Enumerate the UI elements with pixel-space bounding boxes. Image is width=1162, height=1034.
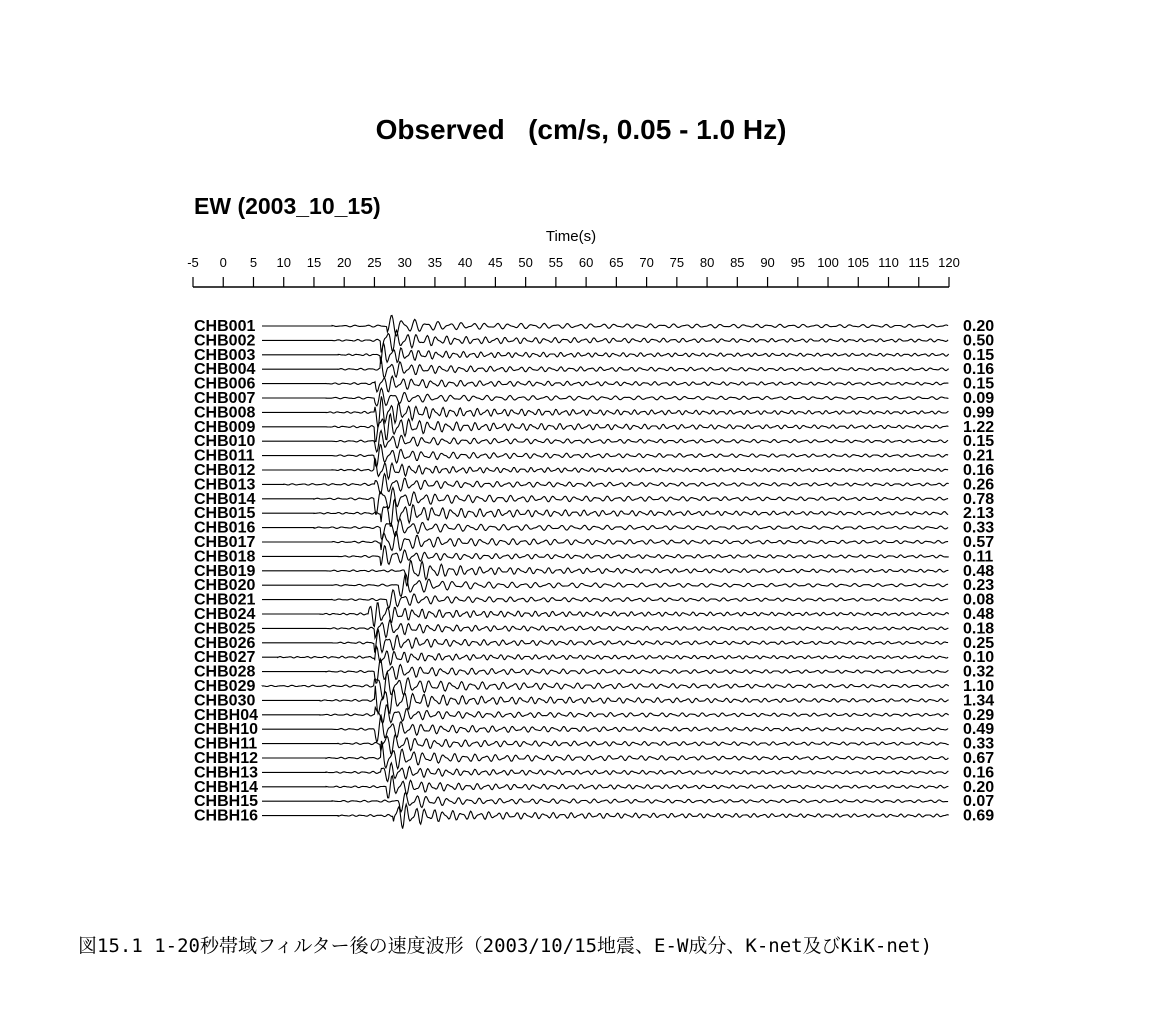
peak-amplitude-label: 0.25	[963, 634, 995, 652]
x-tick-label: 110	[878, 255, 899, 270]
station-label: CHB024	[194, 606, 256, 623]
x-tick-label: 120	[938, 255, 960, 270]
waveform-chbh16	[262, 804, 949, 828]
peak-amplitude-label: 0.16	[963, 361, 995, 379]
station-label: CHB002	[194, 332, 256, 350]
x-tick-label: 100	[817, 255, 839, 270]
station-label: CHB016	[194, 519, 256, 537]
station-label: CHB009	[194, 418, 256, 436]
peak-amplitude-label: 0.33	[963, 735, 995, 753]
x-tick-label: 80	[699, 255, 715, 270]
waveform-chb007	[262, 388, 948, 406]
x-tick-label: -5	[187, 255, 199, 270]
peak-amplitude-label: 0.50	[963, 332, 995, 350]
peak-amplitude-label: 0.69	[963, 807, 995, 825]
peak-amplitude-label: 0.08	[963, 591, 995, 609]
peak-amplitude-label: 0.26	[963, 476, 995, 494]
chart-subtitle: EW (2003_10_15)	[194, 193, 381, 219]
x-tick-label: 75	[669, 255, 685, 270]
peak-amplitude-label: 0.67	[963, 750, 995, 767]
station-label: CHB028	[194, 663, 256, 681]
x-tick-label: 105	[847, 255, 870, 270]
station-label: CHB014	[194, 490, 256, 508]
station-label: CHBH04	[194, 706, 259, 724]
peak-amplitude-label: 1.34	[963, 692, 995, 710]
x-tick-label: 85	[730, 255, 745, 270]
peak-amplitude-label: 0.07	[963, 793, 995, 811]
peak-amplitude-label: 0.18	[963, 620, 995, 638]
x-tick-label: 55	[548, 255, 564, 270]
x-tick-label: 15	[306, 255, 322, 270]
waveform-chb010	[262, 431, 948, 452]
waveform-chbh04	[262, 705, 949, 723]
x-tick-label: 90	[760, 255, 775, 270]
waveform-chb004	[262, 357, 949, 378]
peak-amplitude-label: 0.20	[963, 318, 995, 335]
waveform-traces	[194, 315, 994, 828]
station-label: CHB006	[194, 375, 256, 393]
time-axis	[187, 255, 960, 287]
station-label: CHBH14	[194, 778, 259, 796]
peak-amplitude-label: 0.99	[963, 404, 995, 422]
x-tick-label: 10	[276, 255, 291, 270]
station-label: CHB030	[194, 692, 256, 710]
station-label: CHBH16	[194, 807, 259, 825]
station-label: CHB008	[194, 404, 256, 422]
station-label: CHB004	[194, 361, 256, 379]
peak-amplitude-label: 0.48	[963, 606, 995, 623]
chart-title: Observed (cm/s, 0.05 - 1.0 Hz)	[375, 114, 787, 145]
x-tick-label: 95	[790, 255, 806, 270]
x-tick-label: 40	[457, 255, 473, 270]
station-label: CHB017	[194, 534, 256, 551]
station-label: CHB003	[194, 346, 256, 364]
waveform-chb030	[262, 686, 949, 714]
waveform-chb017	[262, 532, 948, 551]
station-label: CHB027	[194, 649, 256, 667]
x-tick-label: 35	[427, 255, 443, 270]
x-tick-label: 50	[518, 255, 533, 270]
figure-caption: 図15.1 1-20秒帯域フィルター後の速度波形（2003/10/15地震、E-W成分、K-net及びKiK-net)	[78, 935, 933, 957]
waveform-chb025	[262, 620, 948, 638]
station-label: CHB019	[194, 562, 256, 580]
peak-amplitude-label: 2.13	[963, 505, 995, 523]
x-tick-label: 60	[578, 255, 594, 270]
station-label: CHB021	[194, 591, 256, 609]
peak-amplitude-label: 0.57	[963, 534, 995, 551]
peak-amplitude-label: 0.29	[963, 706, 995, 724]
waveform-chb019	[262, 561, 948, 587]
peak-amplitude-label: 0.16	[963, 764, 995, 782]
station-label: CHB011	[194, 447, 255, 465]
station-label: CHB025	[194, 620, 256, 638]
peak-amplitude-label: 0.10	[963, 649, 995, 667]
waveform-chb009	[262, 414, 948, 442]
waveform-chb027	[262, 647, 948, 665]
x-tick-label: 65	[609, 255, 624, 270]
waveform-chb013	[262, 474, 949, 494]
station-label: CHBH11	[194, 735, 258, 753]
peak-amplitude-label: 0.78	[963, 490, 995, 508]
waveform-chbh13	[262, 763, 948, 782]
peak-amplitude-label: 0.16	[963, 462, 995, 479]
station-label: CHBH13	[194, 764, 259, 782]
station-label: CHB001	[194, 318, 256, 335]
peak-amplitude-label: 0.11	[963, 548, 994, 566]
waveform-chb006	[262, 376, 948, 392]
waveform-chb028	[262, 659, 948, 683]
station-label: CHB012	[194, 462, 256, 479]
peak-amplitude-label: 0.15	[963, 346, 995, 364]
waveform-chbh15	[262, 792, 948, 811]
waveform-chbh12	[262, 741, 948, 769]
x-tick-label: 115	[908, 255, 930, 270]
x-tick-label: 45	[488, 255, 503, 270]
station-label: CHB026	[194, 634, 256, 652]
peak-amplitude-label: 1.22	[963, 418, 995, 436]
x-tick-label: 20	[336, 255, 352, 270]
waveform-chbh11	[262, 734, 949, 753]
station-label: CHBH10	[194, 721, 259, 739]
x-tick-label: 25	[367, 255, 382, 270]
peak-amplitude-label: 0.33	[963, 519, 995, 537]
peak-amplitude-label: 0.15	[963, 375, 995, 393]
waveform-chb021	[262, 590, 948, 608]
station-label: CHB020	[194, 577, 256, 595]
waveform-chb026	[262, 630, 948, 653]
station-label: CHB013	[194, 476, 256, 494]
station-label: CHBH12	[194, 750, 259, 767]
peak-amplitude-label: 0.09	[963, 390, 995, 407]
station-label: CHB015	[194, 505, 256, 523]
waveform-chb020	[262, 574, 948, 597]
x-tick-label: 0	[219, 255, 227, 270]
station-label: CHB010	[194, 433, 256, 451]
waveform-chb012	[262, 458, 948, 479]
station-label: CHB018	[194, 548, 256, 566]
peak-amplitude-label: 0.23	[963, 577, 995, 595]
x-axis-label: Time(s)	[545, 228, 597, 245]
waveform-chb029	[262, 672, 949, 700]
waveform-chb008	[262, 396, 948, 427]
waveform-chb016	[262, 519, 948, 540]
peak-amplitude-label: 0.49	[963, 721, 995, 739]
waveform-chb018	[262, 546, 949, 566]
waveform-chb003	[262, 343, 949, 364]
waveform-chb015	[262, 499, 948, 526]
x-tick-label: 30	[397, 255, 412, 270]
peak-amplitude-label: 0.32	[963, 663, 995, 681]
waveform-chbh14	[262, 776, 948, 798]
x-tick-label: 70	[639, 255, 654, 270]
peak-amplitude-label: 0.20	[963, 778, 995, 796]
waveform-chb011	[262, 445, 948, 468]
peak-amplitude-label: 0.21	[963, 447, 995, 465]
peak-amplitude-label: 1.10	[963, 678, 995, 695]
waveform-chbh10	[262, 716, 948, 742]
waveform-chb002	[262, 330, 948, 352]
waveform-chb014	[262, 488, 948, 515]
peak-amplitude-label: 0.15	[963, 433, 995, 451]
waveform-chb024	[262, 603, 949, 627]
waveform-chb001	[262, 315, 948, 336]
peak-amplitude-label: 0.48	[963, 562, 995, 580]
station-label: CHB029	[194, 678, 256, 695]
station-label: CHB007	[194, 390, 256, 407]
station-label: CHBH15	[194, 793, 259, 811]
x-tick-label: 5	[249, 255, 258, 270]
